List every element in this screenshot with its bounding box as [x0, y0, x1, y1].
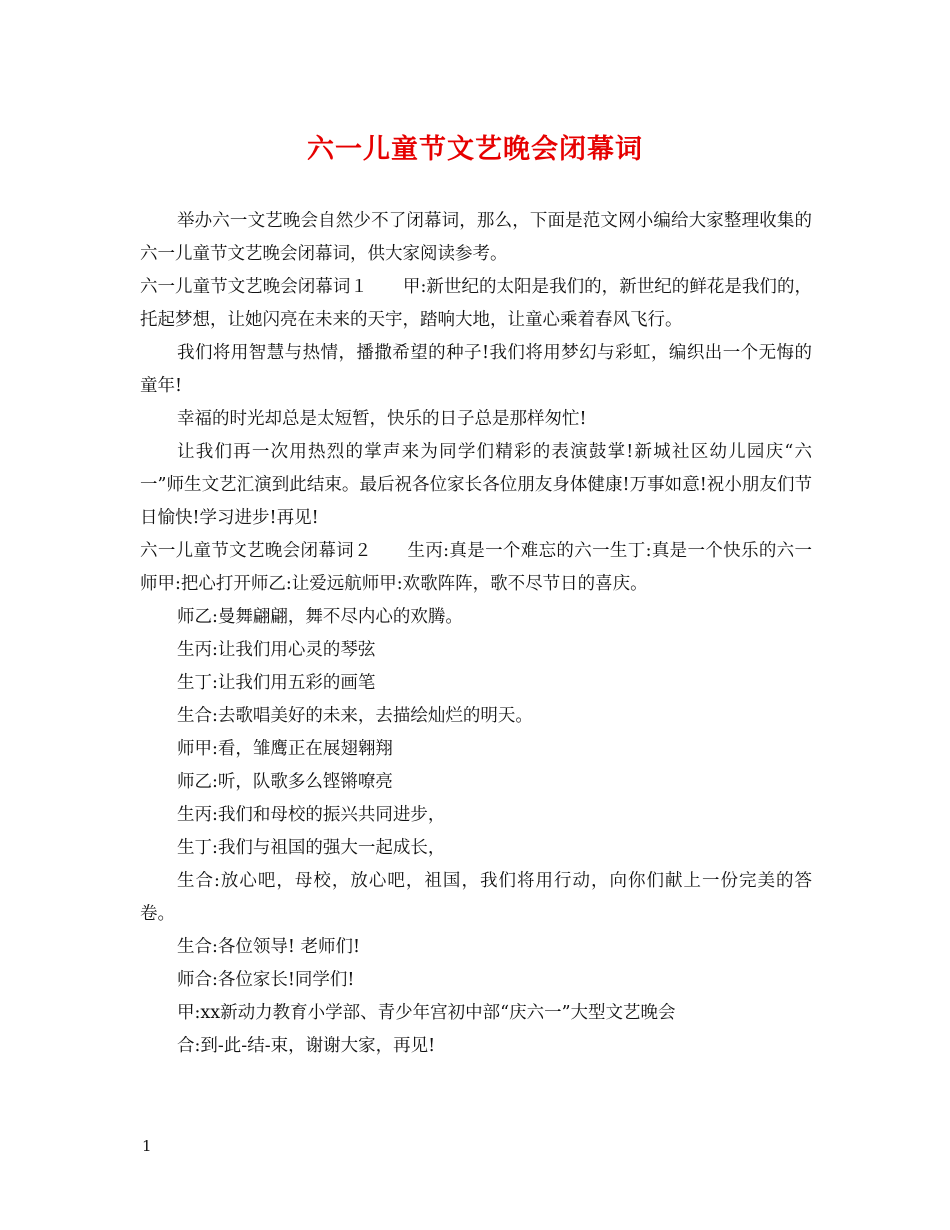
paragraph: 合:到-此-结-束，谢谢大家，再见!: [177, 1036, 436, 1056]
paragraph: 生合:去歌唱美好的未来，去描绘灿烂的明天。: [177, 706, 533, 726]
paragraph: 生合:各位领导! 老师们!: [177, 937, 361, 957]
paragraph: 生合:放心吧，母校，放心吧，祖国，我们将用行动，向你们献上一份完美的答卷。: [140, 871, 812, 924]
page-number: 1: [142, 1137, 152, 1155]
paragraph: 举办六一文艺晚会自然少不了闭幕词，那么，下面是范文网小编给大家整理收集的六一儿童节文艺晚会闭幕词，供大家阅读参考。: [140, 211, 812, 264]
document-body: [140, 205, 812, 1063]
document-title: 六一儿童节文艺晚会闭幕词: [307, 134, 643, 165]
paragraph: 生丁:让我们用五彩的画笔: [177, 673, 376, 693]
paragraph: 生丁:我们与祖国的强大一起成长，: [177, 838, 446, 858]
paragraph: 六一儿童节文艺晚会闭幕词１ 甲:新世纪的太阳是我们的，新世纪的鲜花是我们的，托起梦想，让她闪亮在未来的天宇，踏响大地，让童心乘着春风飞行。: [140, 277, 812, 330]
paragraph: 师乙:曼舞翩翩，舞不尽内心的欢腾。: [177, 607, 463, 627]
paragraph: 幸福的时光却总是太短暂，快乐的日子总是那样匆忙!: [177, 409, 587, 429]
paragraph: 生丙:让我们用心灵的琴弦: [177, 640, 376, 660]
paragraph: 师合:各位家长!同学们!: [177, 970, 355, 990]
paragraph: 甲:xx新动力教育小学部、青少年宫初中部“庆六一”大型文艺晚会: [177, 1003, 676, 1023]
paragraph: 师乙:听，队歌多么铿锵嘹亮: [177, 772, 393, 792]
paragraph: 生丙:我们和母校的振兴共同进步，: [177, 805, 446, 825]
paragraph: 我们将用智慧与热情，播撒希望的种子!我们将用梦幻与彩虹，编织出一个无悔的童年!: [140, 343, 812, 396]
paragraph: 六一儿童节文艺晚会闭幕词２ 生丙:真是一个难忘的六一生丁:真是一个快乐的六一师甲:把心打开师乙:让爱远航师甲:欢歌阵阵，歌不尽节日的喜庆。: [140, 541, 812, 594]
paragraph: 让我们再一次用热烈的掌声来为同学们精彩的表演鼓掌!新城社区幼儿园庆“六一”师生文艺汇演到此结束。最后祝各位家长各位朋友身体健康!万事如意!祝小朋友们节日愉快!学习进步!再见!: [140, 442, 812, 528]
paragraph: 师甲:看，雏鹰正在展翅翱翔: [177, 739, 393, 759]
